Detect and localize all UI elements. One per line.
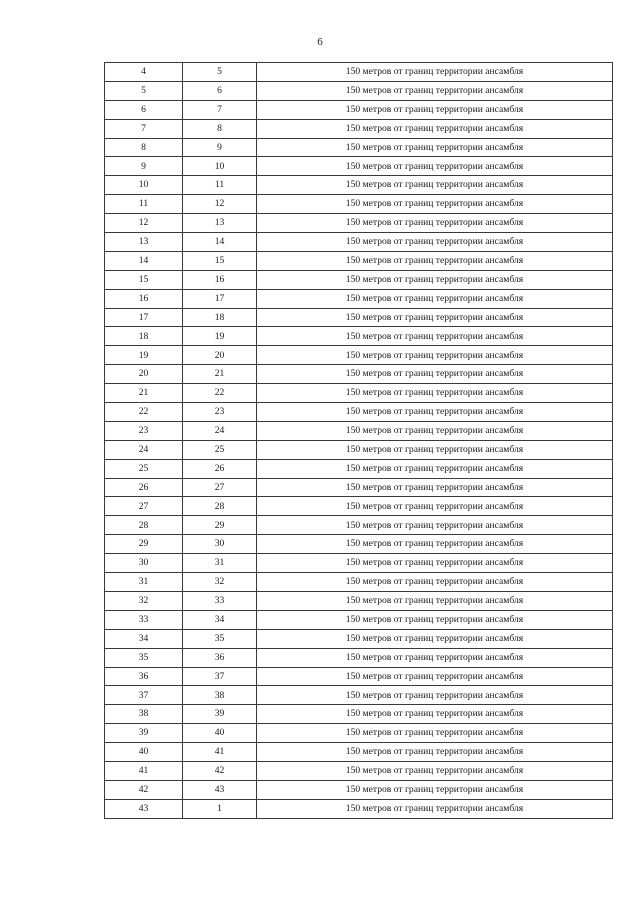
distance-cell: 150 метров от границ территории ансамбля	[257, 497, 613, 516]
distance-cell: 150 метров от границ территории ансамбля	[257, 327, 613, 346]
table-row	[105, 497, 613, 516]
table-row	[105, 459, 613, 478]
distance-cell: 150 метров от границ территории ансамбля	[257, 799, 613, 818]
distance-cell: 150 метров от границ территории ансамбля	[257, 780, 613, 799]
distance-cell: 150 метров от границ территории ансамбля	[257, 100, 613, 119]
point-from-cell: 25	[105, 459, 183, 478]
table-row	[105, 308, 613, 327]
point-to-cell: 17	[183, 289, 257, 308]
point-to-cell: 33	[183, 591, 257, 610]
table-row	[105, 100, 613, 119]
point-to-cell: 36	[183, 648, 257, 667]
point-from-cell: 33	[105, 610, 183, 629]
distance-cell: 150 метров от границ территории ансамбля	[257, 233, 613, 252]
distance-cell: 150 метров от границ территории ансамбля	[257, 63, 613, 82]
point-to-cell: 27	[183, 478, 257, 497]
point-to-cell: 32	[183, 573, 257, 592]
point-from-cell: 10	[105, 176, 183, 195]
table-row	[105, 705, 613, 724]
point-to-cell: 11	[183, 176, 257, 195]
point-from-cell: 4	[105, 63, 183, 82]
point-from-cell: 29	[105, 535, 183, 554]
point-from-cell: 26	[105, 478, 183, 497]
table-row	[105, 195, 613, 214]
point-to-cell: 34	[183, 610, 257, 629]
point-from-cell: 11	[105, 195, 183, 214]
point-from-cell: 13	[105, 233, 183, 252]
distance-cell: 150 метров от границ территории ансамбля	[257, 308, 613, 327]
boundary-points-table	[104, 62, 613, 819]
table-row	[105, 780, 613, 799]
table-body	[105, 63, 613, 819]
table-row	[105, 686, 613, 705]
distance-cell: 150 метров от границ территории ансамбля	[257, 157, 613, 176]
table-row	[105, 648, 613, 667]
distance-cell: 150 метров от границ территории ансамбля	[257, 724, 613, 743]
table-row	[105, 535, 613, 554]
table-row	[105, 799, 613, 818]
table-row	[105, 384, 613, 403]
point-from-cell: 42	[105, 780, 183, 799]
point-from-cell: 36	[105, 667, 183, 686]
distance-cell: 150 метров от границ территории ансамбля	[257, 705, 613, 724]
point-to-cell: 21	[183, 365, 257, 384]
table-row	[105, 233, 613, 252]
point-to-cell: 19	[183, 327, 257, 346]
point-to-cell: 29	[183, 516, 257, 535]
point-from-cell: 23	[105, 421, 183, 440]
point-from-cell: 21	[105, 384, 183, 403]
point-to-cell: 39	[183, 705, 257, 724]
point-from-cell: 32	[105, 591, 183, 610]
table-row	[105, 743, 613, 762]
distance-cell: 150 метров от границ территории ансамбля	[257, 761, 613, 780]
table-row	[105, 516, 613, 535]
distance-cell: 150 метров от границ территории ансамбля	[257, 648, 613, 667]
point-from-cell: 19	[105, 346, 183, 365]
point-to-cell: 14	[183, 233, 257, 252]
point-to-cell: 12	[183, 195, 257, 214]
distance-cell: 150 метров от границ территории ансамбля	[257, 459, 613, 478]
table-row	[105, 214, 613, 233]
table-row	[105, 478, 613, 497]
table-row	[105, 157, 613, 176]
point-to-cell: 38	[183, 686, 257, 705]
point-to-cell: 40	[183, 724, 257, 743]
distance-cell: 150 метров от границ территории ансамбля	[257, 440, 613, 459]
point-to-cell: 1	[183, 799, 257, 818]
point-to-cell: 18	[183, 308, 257, 327]
point-to-cell: 31	[183, 554, 257, 573]
point-from-cell: 37	[105, 686, 183, 705]
point-to-cell: 26	[183, 459, 257, 478]
distance-cell: 150 метров от границ территории ансамбля	[257, 610, 613, 629]
point-to-cell: 42	[183, 761, 257, 780]
point-from-cell: 14	[105, 251, 183, 270]
point-to-cell: 5	[183, 63, 257, 82]
point-from-cell: 6	[105, 100, 183, 119]
table-row	[105, 591, 613, 610]
table-row	[105, 138, 613, 157]
distance-cell: 150 метров от границ территории ансамбля	[257, 686, 613, 705]
distance-cell: 150 метров от границ территории ансамбля	[257, 403, 613, 422]
table-row	[105, 440, 613, 459]
point-to-cell: 23	[183, 403, 257, 422]
table-row	[105, 554, 613, 573]
point-from-cell: 22	[105, 403, 183, 422]
point-from-cell: 7	[105, 119, 183, 138]
point-from-cell: 20	[105, 365, 183, 384]
distance-cell: 150 метров от границ территории ансамбля	[257, 743, 613, 762]
point-from-cell: 41	[105, 761, 183, 780]
table-row	[105, 81, 613, 100]
table-row	[105, 327, 613, 346]
distance-cell: 150 метров от границ территории ансамбля	[257, 214, 613, 233]
point-from-cell: 16	[105, 289, 183, 308]
point-from-cell: 30	[105, 554, 183, 573]
distance-cell: 150 метров от границ территории ансамбля	[257, 176, 613, 195]
table-row	[105, 251, 613, 270]
point-to-cell: 15	[183, 251, 257, 270]
point-from-cell: 35	[105, 648, 183, 667]
point-to-cell: 41	[183, 743, 257, 762]
point-from-cell: 5	[105, 81, 183, 100]
distance-cell: 150 метров от границ территории ансамбля	[257, 138, 613, 157]
point-to-cell: 13	[183, 214, 257, 233]
table-row	[105, 176, 613, 195]
point-from-cell: 12	[105, 214, 183, 233]
point-to-cell: 10	[183, 157, 257, 176]
distance-cell: 150 метров от границ территории ансамбля	[257, 119, 613, 138]
table-row	[105, 365, 613, 384]
point-to-cell: 7	[183, 100, 257, 119]
point-from-cell: 31	[105, 573, 183, 592]
point-from-cell: 39	[105, 724, 183, 743]
table-row	[105, 63, 613, 82]
point-to-cell: 9	[183, 138, 257, 157]
distance-cell: 150 метров от границ территории ансамбля	[257, 270, 613, 289]
table-row	[105, 270, 613, 289]
table-row	[105, 629, 613, 648]
table-row	[105, 289, 613, 308]
table-row	[105, 573, 613, 592]
distance-cell: 150 метров от границ территории ансамбля	[257, 81, 613, 100]
distance-cell: 150 метров от границ территории ансамбля	[257, 346, 613, 365]
point-from-cell: 38	[105, 705, 183, 724]
distance-cell: 150 метров от границ территории ансамбля	[257, 591, 613, 610]
distance-cell: 150 метров от границ территории ансамбля	[257, 535, 613, 554]
point-to-cell: 37	[183, 667, 257, 686]
point-from-cell: 43	[105, 799, 183, 818]
point-from-cell: 18	[105, 327, 183, 346]
point-from-cell: 9	[105, 157, 183, 176]
distance-cell: 150 метров от границ территории ансамбля	[257, 573, 613, 592]
point-from-cell: 15	[105, 270, 183, 289]
point-to-cell: 28	[183, 497, 257, 516]
point-to-cell: 22	[183, 384, 257, 403]
distance-cell: 150 метров от границ территории ансамбля	[257, 365, 613, 384]
point-to-cell: 25	[183, 440, 257, 459]
point-from-cell: 24	[105, 440, 183, 459]
distance-cell: 150 метров от границ территории ансамбля	[257, 289, 613, 308]
point-from-cell: 8	[105, 138, 183, 157]
point-from-cell: 17	[105, 308, 183, 327]
table-row	[105, 667, 613, 686]
table-row	[105, 610, 613, 629]
table-row	[105, 119, 613, 138]
distance-cell: 150 метров от границ территории ансамбля	[257, 421, 613, 440]
table-row	[105, 724, 613, 743]
table-row	[105, 421, 613, 440]
point-from-cell: 27	[105, 497, 183, 516]
distance-cell: 150 метров от границ территории ансамбля	[257, 554, 613, 573]
distance-cell: 150 метров от границ территории ансамбля	[257, 195, 613, 214]
distance-cell: 150 метров от границ территории ансамбля	[257, 667, 613, 686]
point-to-cell: 43	[183, 780, 257, 799]
distance-cell: 150 метров от границ территории ансамбля	[257, 629, 613, 648]
distance-cell: 150 метров от границ территории ансамбля	[257, 478, 613, 497]
distance-cell: 150 метров от границ территории ансамбля	[257, 384, 613, 403]
point-to-cell: 30	[183, 535, 257, 554]
distance-cell: 150 метров от границ территории ансамбля	[257, 516, 613, 535]
point-from-cell: 40	[105, 743, 183, 762]
point-to-cell: 20	[183, 346, 257, 365]
point-from-cell: 34	[105, 629, 183, 648]
point-to-cell: 6	[183, 81, 257, 100]
point-to-cell: 35	[183, 629, 257, 648]
point-from-cell: 28	[105, 516, 183, 535]
page-number: 6	[317, 36, 323, 48]
table-row	[105, 346, 613, 365]
table-row	[105, 403, 613, 422]
point-to-cell: 8	[183, 119, 257, 138]
point-to-cell: 24	[183, 421, 257, 440]
table-row	[105, 761, 613, 780]
distance-cell: 150 метров от границ территории ансамбля	[257, 251, 613, 270]
point-to-cell: 16	[183, 270, 257, 289]
